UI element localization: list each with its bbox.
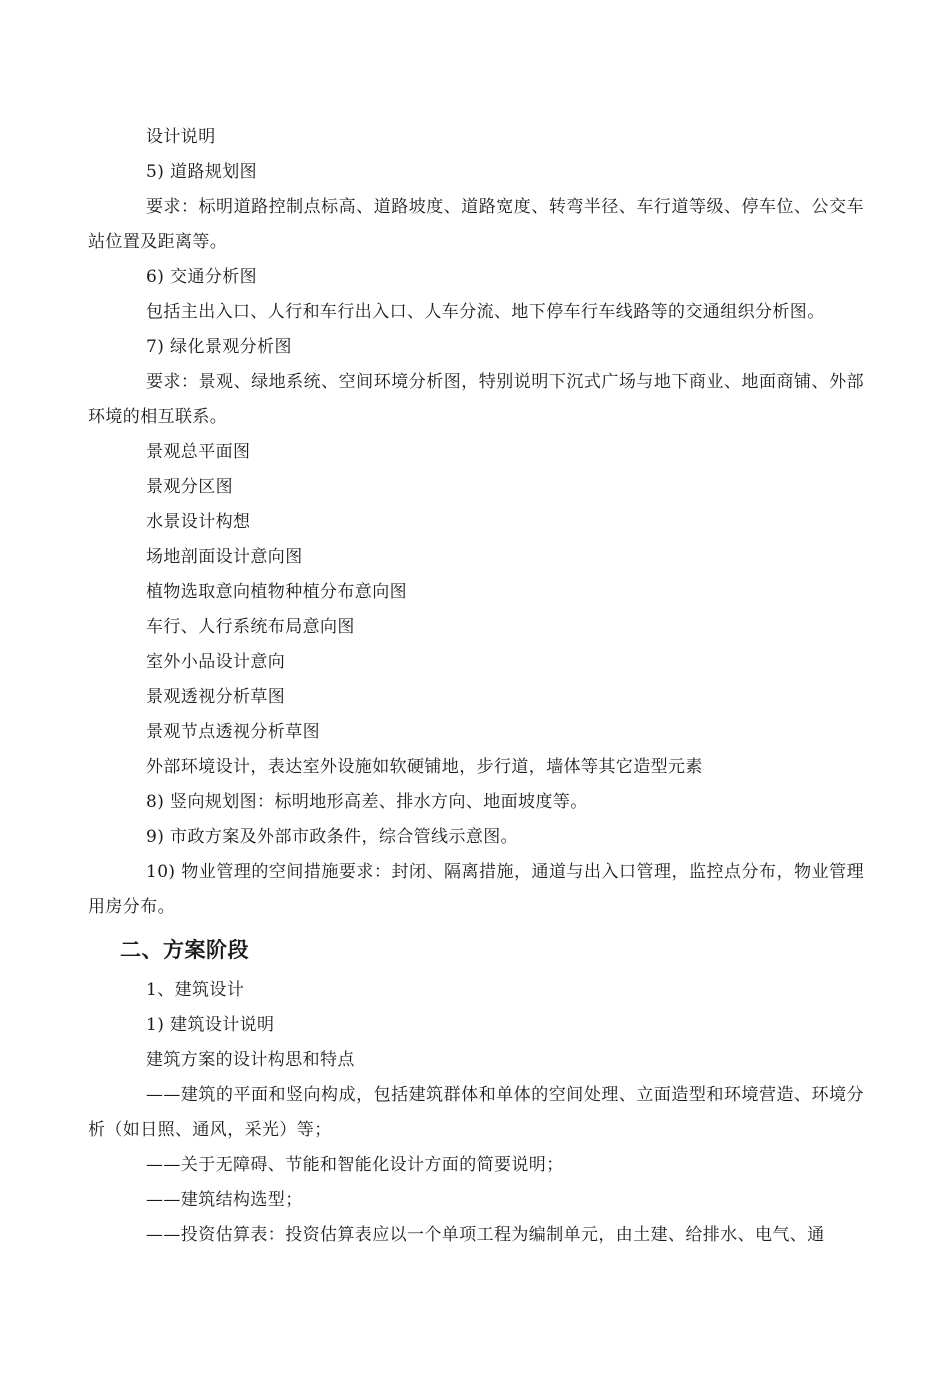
text-line: ——关于无障碍、节能和智能化设计方面的简要说明；: [146, 1155, 564, 1175]
paragraph: ——建筑的平面和竖向构成，包括建筑群体和单体的空间处理、立面造型和环境营造、环境分析（如日照、通风，采光）等；: [88, 1085, 864, 1140]
text-line: 建筑方案的设计构思和特点: [146, 1050, 355, 1070]
paragraph: 要求：标明道路控制点标高、道路坡度、道路宽度、转弯半径、车行道等级、停车位、公交车站位置及距离等。: [88, 197, 864, 252]
text-line: 设计说明: [146, 127, 216, 147]
document-body: [88, 120, 864, 1253]
paragraph: 要求：景观、绿地系统、空间环境分析图，特别说明下沉式广场与地下商业、地面商铺、外部环境的相互联系。: [88, 372, 864, 427]
text-line: 车行、人行系统布局意向图: [146, 617, 355, 637]
section-heading: 二、方案阶段: [120, 938, 249, 962]
text-line: 室外小品设计意向: [146, 652, 286, 672]
text-line: ——建筑结构选型；: [146, 1190, 303, 1210]
paragraph: 10) 物业管理的空间措施要求：封闭、隔离措施，通道与出入口管理，监控点分布，物业管理用房分布。: [88, 862, 864, 917]
text-line: 1、建筑设计: [146, 980, 245, 1000]
text-line: 景观节点透视分析草图: [146, 722, 320, 742]
text-line: 包括主出入口、人行和车行出入口、人车分流、地下停车行车线路等的交通组织分析图。: [146, 302, 825, 322]
text-line: 6) 交通分析图: [146, 267, 258, 287]
text-line: 5) 道路规划图: [146, 162, 258, 182]
text-line: 景观总平面图: [146, 442, 251, 462]
text-line: 8) 竖向规划图：标明地形高差、排水方向、地面坡度等。: [146, 792, 588, 812]
text-line: 1) 建筑设计说明: [146, 1015, 275, 1035]
text-line: ——投资估算表：投资估算表应以一个单项工程为编制单元，由土建、给排水、电气、通: [146, 1225, 825, 1245]
text-line: 水景设计构想: [146, 512, 251, 532]
text-line: 景观透视分析草图: [146, 687, 286, 707]
text-line: 7) 绿化景观分析图: [146, 337, 292, 357]
text-line: 场地剖面设计意向图: [146, 547, 303, 567]
text-line: 景观分区图: [146, 477, 233, 497]
text-line: 植物选取意向植物种植分布意向图: [146, 582, 407, 602]
text-line: 外部环境设计，表达室外设施如软硬铺地，步行道，墙体等其它造型元素: [146, 757, 703, 777]
text-line: 9) 市政方案及外部市政条件，综合管线示意图。: [146, 827, 519, 847]
